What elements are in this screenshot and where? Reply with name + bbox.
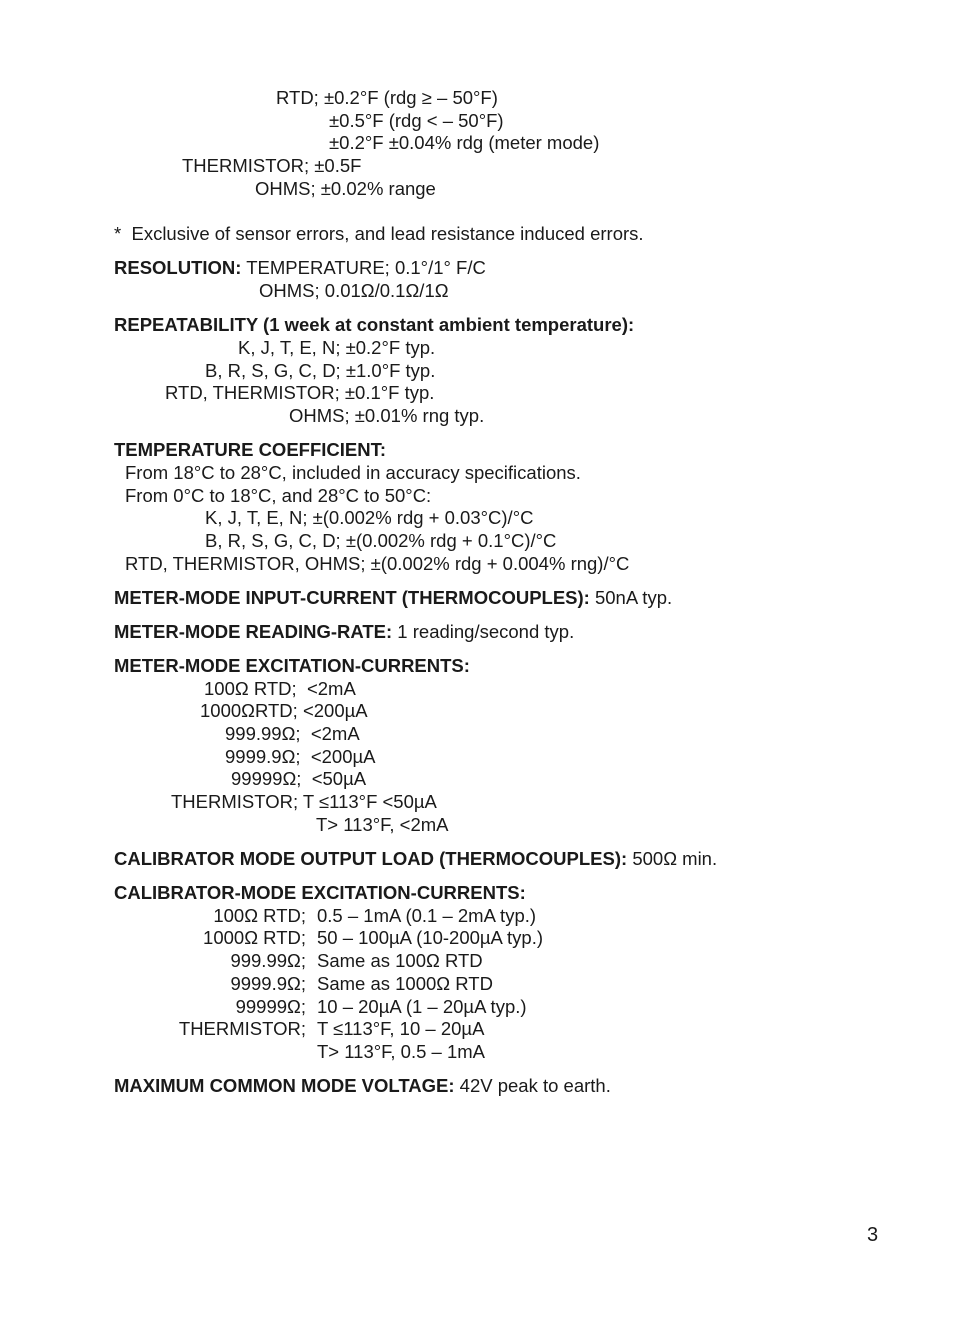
calibrator-output-load [114,848,717,870]
calibrator-excitation-value: 10 – 20µA (1 – 20µA typ.) [317,996,527,1017]
meter-excitation-line: 9999.9Ω; <200µA [225,746,376,767]
calibrator-excitation-heading: CALIBRATOR-MODE EXCITATION-CURRENTS: [114,882,526,903]
meter-reading-rate-value: 1 reading/second typ. [392,621,575,642]
resolution-temperature: TEMPERATURE; 0.1°/1° F/C [241,257,486,278]
temp-coefficient-line: K, J, T, E, N; ±(0.002% rdg + 0.03°C)/°C [205,507,534,528]
meter-reading-rate-heading: METER-MODE READING-RATE: [114,621,393,642]
calibrator-excitation-label: 9999.9Ω; [230,973,306,994]
calibrator-excitation-value: Same as 100Ω RTD [317,950,483,971]
repeatability-line: RTD, THERMISTOR; ±0.1°F typ. [165,382,435,403]
calibrator-excitation-label: 1000Ω RTD; [203,927,306,948]
meter-excitation-heading: METER-MODE EXCITATION-CURRENTS: [114,655,470,676]
meter-input-current-value: 50nA typ. [589,587,673,608]
repeatability-line: K, J, T, E, N; ±0.2°F typ. [238,337,436,358]
repeatability-line: OHMS; ±0.01% rng typ. [289,405,485,426]
max-common-mode-heading: MAXIMUM COMMON MODE VOLTAGE: [114,1075,455,1096]
meter-excitation-line: 100Ω RTD; <2mA [204,678,356,699]
rtd-spec-2: ±0.5°F (rdg < – 50°F) [329,110,504,131]
repeatability-line: B, R, S, G, C, D; ±1.0°F typ. [205,360,436,381]
calibrator-excitation-label: 999.99Ω; [230,950,306,971]
repeatability-heading: REPEATABILITY (1 week at constant ambient temperature): [114,314,635,335]
temp-coefficient-line: From 0°C to 18°C, and 28°C to 50°C: [125,485,432,506]
calibrator-excitation-value: T> 113°F, 0.5 – 1mA [317,1041,485,1062]
calibrator-excitation-value: T ≤113°F, 10 – 20µA [317,1018,485,1039]
meter-excitation-line: 999.99Ω; <2mA [225,723,360,744]
calibrator-output-load-value: 500Ω min. [627,848,718,869]
max-common-mode-value: 42V peak to earth. [454,1075,611,1096]
meter-excitation-line: 1000ΩRTD; <200µA [200,700,368,721]
rtd-spec-1: ±0.2°F (rdg ≥ – 50°F) [323,87,498,108]
max-common-mode-voltage [114,1075,611,1097]
resolution-heading: RESOLUTION: [114,257,242,278]
rtd-label: RTD; [276,87,324,108]
resolution-ohms: OHMS; 0.01Ω/0.1Ω/1Ω [259,280,449,301]
ohms-accuracy: OHMS; ±0.02% range [255,178,436,199]
page-number: 3 [867,1224,879,1246]
resolution-line [114,257,486,279]
meter-reading-rate [114,621,574,643]
meter-excitation-line: THERMISTOR; T ≤113°F <50µA [171,791,437,812]
calibrator-excitation-label: 100Ω RTD; [213,905,306,926]
temp-coefficient-line: B, R, S, G, C, D; ±(0.002% rdg + 0.1°C)/°C [205,530,557,551]
thermistor-accuracy: THERMISTOR; ±0.5F [182,155,362,176]
accuracy-rtd-line [276,87,498,109]
meter-input-current [114,587,672,609]
accuracy-footnote: * Exclusive of sensor errors, and lead resistance induced errors. [114,223,644,244]
calibrator-excitation-value: Same as 1000Ω RTD [317,973,493,994]
temp-coefficient-heading: TEMPERATURE COEFFICIENT: [114,439,387,460]
calibrator-output-load-heading: CALIBRATOR MODE OUTPUT LOAD (THERMOCOUPLES): [114,848,628,869]
meter-input-current-heading: METER-MODE INPUT-CURRENT (THERMOCOUPLES): [114,587,590,608]
calibrator-excitation-label: THERMISTOR; [178,1018,306,1039]
meter-excitation-line: T> 113°F, <2mA [316,814,449,835]
calibrator-excitation-value: 0.5 – 1mA (0.1 – 2mA typ.) [317,905,537,926]
calibrator-excitation-label: 99999Ω; [235,996,306,1017]
meter-excitation-line: 99999Ω; <50µA [231,768,367,789]
calibrator-excitation-value: 50 – 100µA (10-200µA typ.) [317,927,543,948]
rtd-spec-3: ±0.2°F ±0.04% rdg (meter mode) [329,132,600,153]
temp-coefficient-line: From 18°C to 28°C, included in accuracy specifications. [125,462,581,483]
temp-coefficient-line: RTD, THERMISTOR, OHMS; ±(0.002% rdg + 0.004% rng)/°C [125,553,630,574]
